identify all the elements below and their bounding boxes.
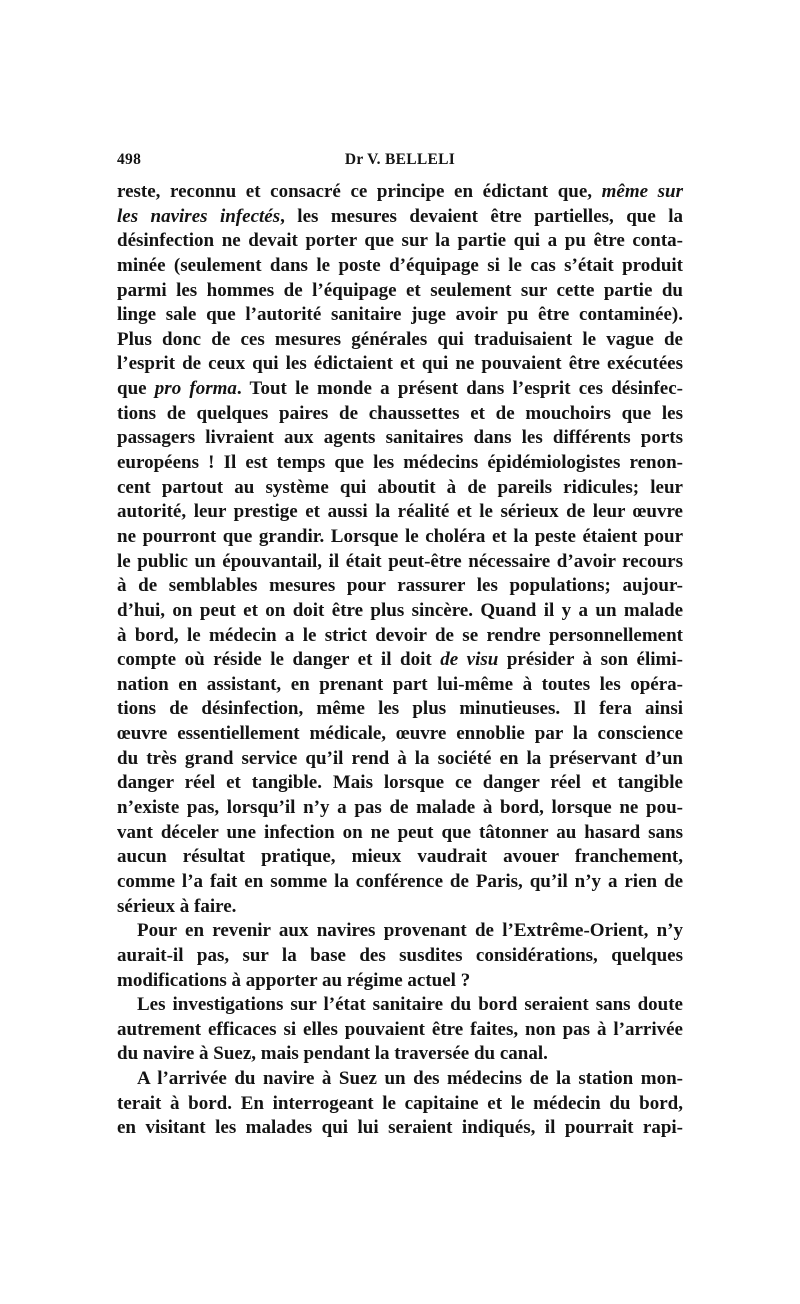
body-text xyxy=(117,180,683,1141)
text-line xyxy=(117,673,683,698)
italic-text: les navires infectés xyxy=(117,205,281,227)
text-line xyxy=(117,648,683,673)
text-line xyxy=(117,969,683,994)
text-run: désinfection ne devait porter que sur la partie qui a pu être conta- xyxy=(117,230,683,252)
text-line xyxy=(117,845,683,870)
text-line xyxy=(117,747,683,772)
text-run: tions de désinfection, même les plus minutieuses. Il fera ainsi xyxy=(117,698,683,720)
text-run: parmi les hommes de l’équipage et seulement sur cette partie du xyxy=(117,279,683,301)
text-run: linge sale que l’autorité sanitaire juge avoir pu être contaminée). xyxy=(117,304,683,326)
text-line xyxy=(117,574,683,599)
text-line xyxy=(117,426,683,451)
text-run: comme l’a fait en somme la conférence de Paris, qu’il n’y a rien de xyxy=(117,870,683,892)
text-line xyxy=(117,870,683,895)
text-line xyxy=(117,352,683,377)
text-run: à de semblables mesures pour rassurer les populations; aujour- xyxy=(117,575,683,597)
text-line xyxy=(117,1042,683,1067)
text-run: d’hui, on peut et on doit être plus sincère. Quand il y a un malade xyxy=(117,599,683,621)
text-line xyxy=(117,1067,683,1092)
text-line xyxy=(117,944,683,969)
text-line xyxy=(117,599,683,624)
text-run: du très grand service qu’il rend à la société en la préservant d’un xyxy=(117,747,683,769)
text-line xyxy=(117,525,683,550)
text-line xyxy=(117,771,683,796)
text-line xyxy=(117,550,683,575)
text-run: en visitant les malades qui lui seraient indiqués, il pourrait rapi- xyxy=(117,1117,683,1139)
text-run: compte où réside le danger et il doit xyxy=(117,649,441,671)
text-run: œuvre essentiellement médicale, œuvre ennoblie par la conscience xyxy=(117,723,683,745)
text-line xyxy=(117,303,683,328)
text-run: cent partout au système qui aboutit à de pareils ridicules; leur xyxy=(117,476,683,498)
text-line xyxy=(117,205,683,230)
text-run: sérieux à faire. xyxy=(117,895,237,917)
text-line xyxy=(117,796,683,821)
page-number: 498 xyxy=(117,151,142,168)
running-head: Dr V. BELLELI xyxy=(344,151,456,168)
text-line xyxy=(117,1018,683,1043)
text-line xyxy=(117,722,683,747)
text-run: ne pourront que grandir. Lorsque le choléra et la peste étaient pour xyxy=(117,525,683,547)
text-run: l’esprit de ceux qui les édictaient et qui ne pouvaient être exécutées xyxy=(117,353,683,375)
text-run: européens ! Il est temps que les médecins épidémiologistes renon- xyxy=(117,452,683,474)
italic-text: pro forma xyxy=(154,378,237,400)
text-run: modifications à apporter au régime actuel ? xyxy=(117,969,471,991)
text-run: danger réel et tangible. Mais lorsque ce danger réel et tangible xyxy=(117,772,683,794)
text-run: minée (seulement dans le poste d’équipage si le cas s’était produit xyxy=(117,254,683,276)
text-run: Les investigations sur l’état sanitaire du bord seraient sans doute xyxy=(137,994,683,1016)
text-line xyxy=(117,1116,683,1141)
text-line xyxy=(117,402,683,427)
text-run: présider à son élimi- xyxy=(498,649,683,671)
text-line xyxy=(117,624,683,649)
text-run: à bord, le médecin a le strict devoir de se rendre personnellement xyxy=(117,624,683,646)
page-header xyxy=(117,151,683,175)
text-line xyxy=(117,328,683,353)
text-run: le public un épouvantail, il était peut-être nécessaire d’avoir recours xyxy=(117,550,683,572)
text-line xyxy=(117,476,683,501)
text-run: que xyxy=(117,378,155,400)
text-line xyxy=(117,1092,683,1117)
text-line xyxy=(117,254,683,279)
text-line xyxy=(117,895,683,920)
text-line xyxy=(117,993,683,1018)
text-run: tions de quelques paires de chaussettes et de mouchoirs que les xyxy=(117,402,683,424)
text-line xyxy=(117,821,683,846)
text-run: aurait-il pas, sur la base des susdites considérations, quelques xyxy=(117,944,683,966)
text-run: A l’arrivée du navire à Suez un des médecins de la station mon- xyxy=(137,1068,683,1090)
text-line xyxy=(117,377,683,402)
text-line xyxy=(117,451,683,476)
italic-text: même sur xyxy=(601,181,684,202)
text-line xyxy=(117,919,683,944)
text-run: aucun résultat pratique, mieux vaudrait avouer franchement, xyxy=(117,846,683,868)
text-line xyxy=(117,180,683,205)
text-line xyxy=(117,500,683,525)
text-run: autorité, leur prestige et aussi la réalité et le sérieux de leur œuvre xyxy=(117,501,683,523)
text-run: vant déceler une infection on ne peut que tâtonner au hasard sans xyxy=(117,821,683,843)
text-run: reste, reconnu et consacré ce principe en édictant que, xyxy=(117,181,602,202)
text-run: terait à bord. En interrogeant le capitaine et le médecin du bord, xyxy=(117,1092,683,1114)
text-run: Plus donc de ces mesures générales qui traduisaient le vague de xyxy=(117,328,683,350)
text-run: n’existe pas, lorsqu’il n’y a pas de malade à bord, lorsque ne pou- xyxy=(117,797,683,819)
italic-text: de visu xyxy=(440,649,499,671)
text-line xyxy=(117,697,683,722)
text-run: , les mesures devaient être partielles, que la xyxy=(280,205,683,227)
text-run: . Tout le monde a présent dans l’esprit ces désinfec- xyxy=(236,378,683,400)
text-run: passagers livraient aux agents sanitaires dans les différents ports xyxy=(117,427,683,449)
text-run: autrement efficaces si elles pouvaient être faites, non pas à l’arrivée xyxy=(117,1018,683,1040)
text-line xyxy=(117,229,683,254)
text-run: du navire à Suez, mais pendant la traversée du canal. xyxy=(117,1043,548,1065)
text-line xyxy=(117,279,683,304)
text-run: Pour en revenir aux navires provenant de l’Extrême-Orient, n’y xyxy=(137,920,683,942)
text-run: nation en assistant, en prenant part lui-même à toutes les opéra- xyxy=(117,673,683,695)
